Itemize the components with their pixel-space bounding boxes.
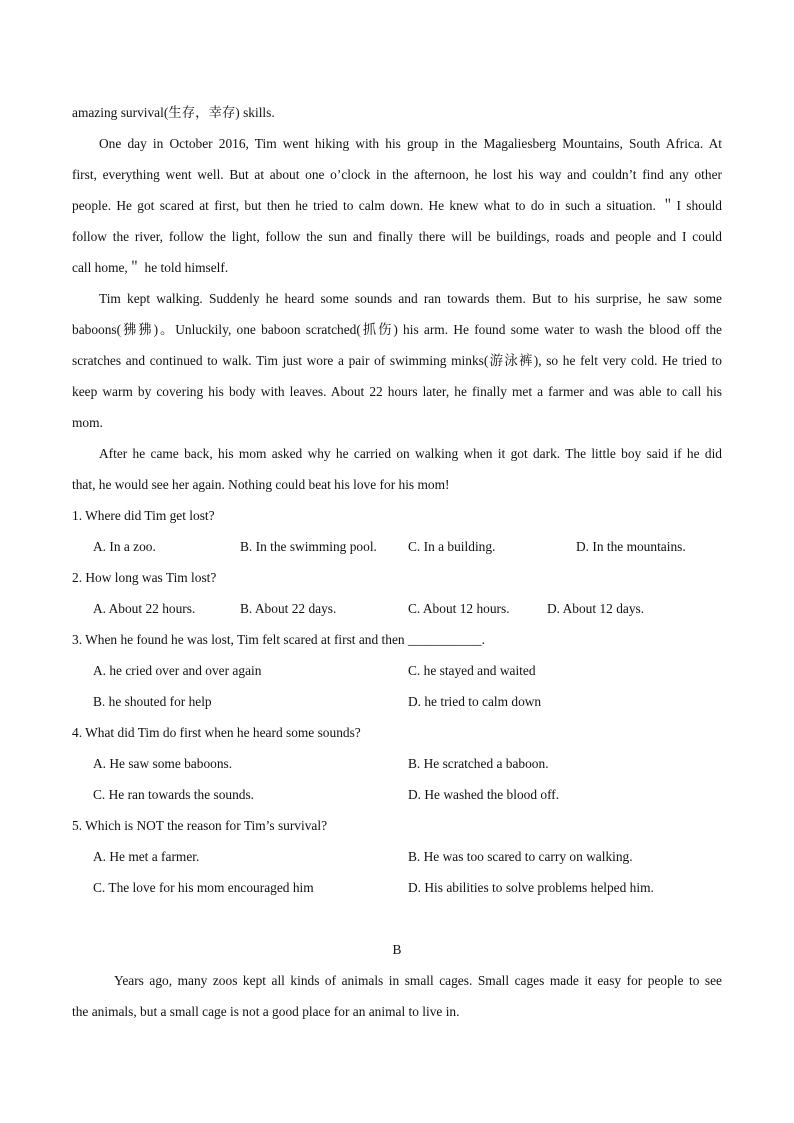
option-a: A. In a zoo. — [93, 539, 156, 554]
section-b-heading: B — [392, 942, 402, 957]
option-d: D. About 12 days. — [547, 601, 645, 616]
paragraph-line: Years ago, many zoos kept all kinds of animals in small cages. Small cages made it easy for people to see — [114, 973, 722, 988]
question-4-options-row-1 — [72, 748, 722, 779]
option-b: B. He was too scared to carry on walking. — [408, 849, 633, 864]
question-4: 4. What did Tim do first when he heard some sounds? — [72, 725, 361, 740]
question-3-options-row-2 — [72, 686, 722, 717]
paragraph-line: first, everything went well. But at about one o’clock in the afternoon, he lost his way and couldn’t find any other — [72, 167, 722, 182]
option-d: D. His abilities to solve problems helped him. — [408, 880, 654, 895]
option-a: A. About 22 hours. — [93, 601, 196, 616]
passage-a-paragraph-1 — [72, 128, 722, 283]
question-5: 5. Which is NOT the reason for Tim’s survival? — [72, 818, 328, 833]
option-b: B. About 22 days. — [240, 601, 337, 616]
paragraph-line: One day in October 2016, Tim went hiking with his group in the Magaliesberg Mountains, South Africa. At — [99, 136, 722, 151]
passage-a-paragraph-2 — [72, 283, 722, 438]
paragraph-line: mom. — [72, 415, 103, 430]
paragraph-line: that, he would see her again. Nothing could beat his love for his mom! — [72, 477, 450, 492]
paragraph-line: Tim kept walking. Suddenly he heard some sounds and ran towards them. But to his surprise, he saw some — [99, 291, 722, 306]
paragraph-line: the animals, but a small cage is not a good place for an animal to live in. — [72, 1004, 460, 1019]
option-d: D. he tried to calm down — [408, 694, 542, 709]
option-d: D. In the mountains. — [576, 539, 686, 554]
option-c: C. About 12 hours. — [408, 601, 510, 616]
option-c: C. In a building. — [408, 539, 496, 554]
option-b: B. he shouted for help — [93, 694, 212, 709]
option-a: A. he cried over and over again — [93, 663, 262, 678]
section-gap — [72, 903, 722, 934]
question-3-options-row-1 — [72, 655, 722, 686]
option-a: A. He saw some baboons. — [93, 756, 233, 771]
question-2-options — [72, 593, 722, 624]
question-3: 3. When he found he was lost, Tim felt scared at first and then ___________. — [72, 632, 485, 647]
paragraph-line: call home,＂ he told himself. — [72, 260, 229, 275]
option-d: D. He washed the blood off. — [408, 787, 560, 802]
option-b: B. In the swimming pool. — [240, 539, 377, 554]
option-a: A. He met a farmer. — [93, 849, 200, 864]
option-b: B. He scratched a baboon. — [408, 756, 549, 771]
paragraph-line: follow the river, follow the light, follow the sun and finally there will be buildings, roads and people and I could — [72, 229, 722, 244]
question-5-options-row-1 — [72, 841, 722, 872]
option-c: C. he stayed and waited — [408, 663, 536, 678]
option-c: C. He ran towards the sounds. — [93, 787, 255, 802]
passage-a-intro-end: amazing survival(生存，幸存) skills. — [72, 105, 275, 120]
question-2: 2. How long was Tim lost? — [72, 570, 217, 585]
question-5-options-row-2 — [72, 872, 722, 903]
worksheet-page — [72, 97, 722, 1027]
passage-a-paragraph-3 — [72, 438, 722, 500]
paragraph-line: people. He got scared at first, but then he tried to calm down. He knew what to do in such a situation. ＂I should — [72, 198, 722, 213]
passage-b-paragraph-1 — [72, 965, 722, 1027]
question-4-options-row-2 — [72, 779, 722, 810]
option-c: C. The love for his mom encouraged him — [93, 880, 314, 895]
paragraph-line: scratches and continued to walk. Tim just wore a pair of swimming minks(游泳裤), so he felt very cold. He tried to — [72, 353, 722, 368]
paragraph-line: After he came back, his mom asked why he carried on walking when it got dark. The little boy said if he did — [99, 446, 722, 461]
question-1: 1. Where did Tim get lost? — [72, 508, 215, 523]
paragraph-line: baboons(狒狒)。Unluckily, one baboon scratched(抓伤) his arm. He found some water to wash the blood off the — [72, 322, 722, 337]
paragraph-line: keep warm by covering his body with leaves. About 22 hours later, he finally met a farmer and was able to call his — [72, 384, 722, 399]
question-1-options — [72, 531, 722, 562]
